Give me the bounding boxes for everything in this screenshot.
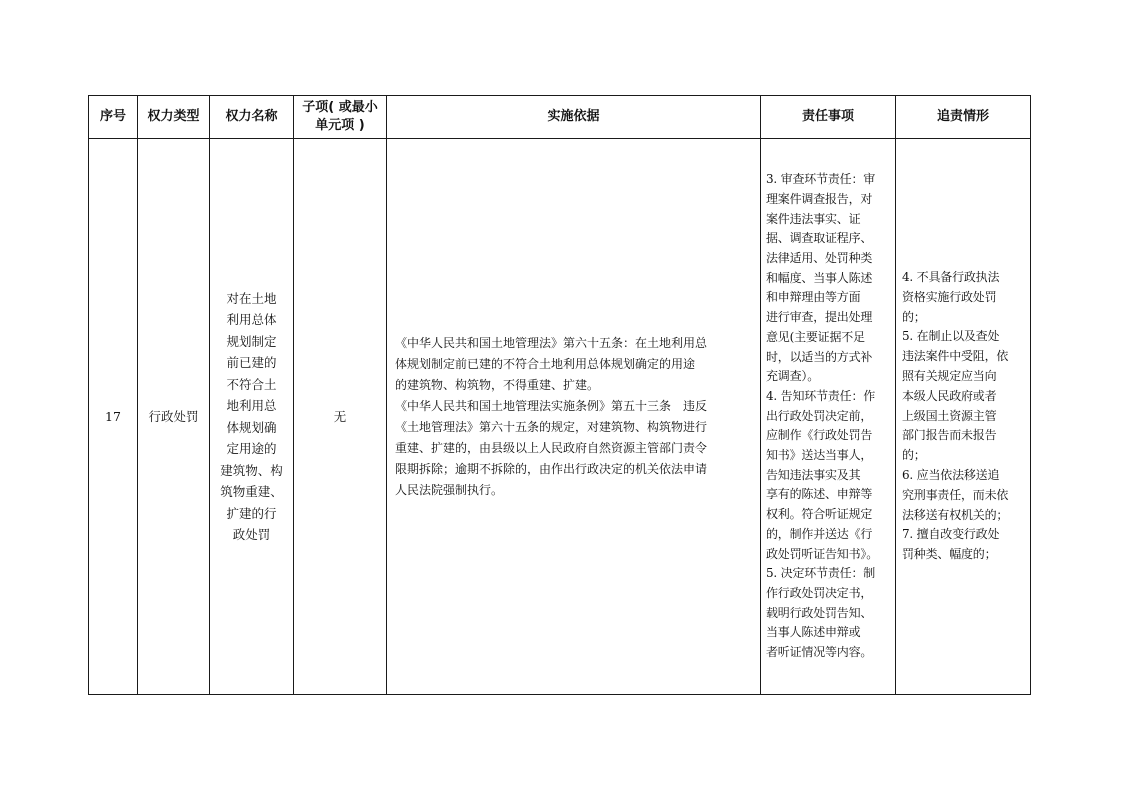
cell-seq: 17: [89, 139, 138, 695]
cell-power-name: [210, 139, 294, 695]
power-list-table: [88, 95, 1031, 695]
table-header-row: [89, 96, 1031, 139]
header-sub-item: 子项( 或最小 单元项 ): [294, 96, 387, 139]
header-seq: 序号: [89, 96, 138, 139]
header-basis: 实施依据: [387, 96, 761, 139]
header-power-type: 权力类型: [138, 96, 210, 139]
basis-text: 《中华人民共和国土地管理法》第六十五条：在土地利用总 体规划制定前已建的不符合土地利用总体规划确定的用途 的建筑物、构筑物，不得重建、扩建。 《中华人民共和国土地管理法实施条例》第五十三条 违反 《土地管理法》第六十五条的规定，对建筑物、构筑物进行 重建、扩建的，由县级以上人民政府自然资源主管部门责令 限期拆除；逾期不拆除的，由作出行政决定的机关依法申请 人民法院强制执行。: [395, 335, 708, 497]
power-name-text: 对在土地 利用总体 规划制定 前已建的 不符合土 地利用总 体规划确 定用途的 建筑物、构 筑物重建、 扩建的行 政处罚: [220, 290, 283, 542]
header-accountability: 追责情形: [896, 96, 1031, 139]
cell-responsibility: [761, 139, 896, 695]
cell-sub-item: 无: [294, 139, 387, 695]
power-list-sheet: [88, 95, 1030, 695]
accountability-text: 4. 不具备行政执法 资格实施行政处罚 的； 5. 在制止以及查处 违法案件中受阻，依 照有关规定应当向 本级人民政府或者 上级国土资源主管 部门报告而未报告 的； 6. 应当依法移送追 究刑事责任，而未依 法移送有权机关的； 7. 擅自改变行政处 罚种类、幅度的；: [902, 270, 1009, 562]
cell-basis: [387, 139, 761, 695]
table-row: [89, 139, 1031, 695]
responsibility-text: 3. 审查环节责任：审 理案件调查报告，对 案件违法事实、证 据、调查取证程序、 法律适用、处罚种类 和幅度、当事人陈述 和申辩理由等方面 进行审查，提出处理 意见(主要证据不足 时，以适当的方式补 充调查）。 4. 告知环节责任：作 出行政处罚决定前， 应制作《行政处罚告 知书》送达当事人， 告知违法事实及其 享有的陈述、申辩等 权利。符合听证规定 的，制作并送达《行 政处罚听证告知书》。 5. 决定环节责任：制 作行政处罚决定书， 载明行政处罚告知、 当事人陈述申辩或 者听证情况等内容。: [766, 172, 879, 660]
header-power-name: 权力名称: [210, 96, 294, 139]
header-responsibility: 责任事项: [761, 96, 896, 139]
cell-accountability: [896, 139, 1031, 695]
cell-power-type: 行政处罚: [138, 139, 210, 695]
